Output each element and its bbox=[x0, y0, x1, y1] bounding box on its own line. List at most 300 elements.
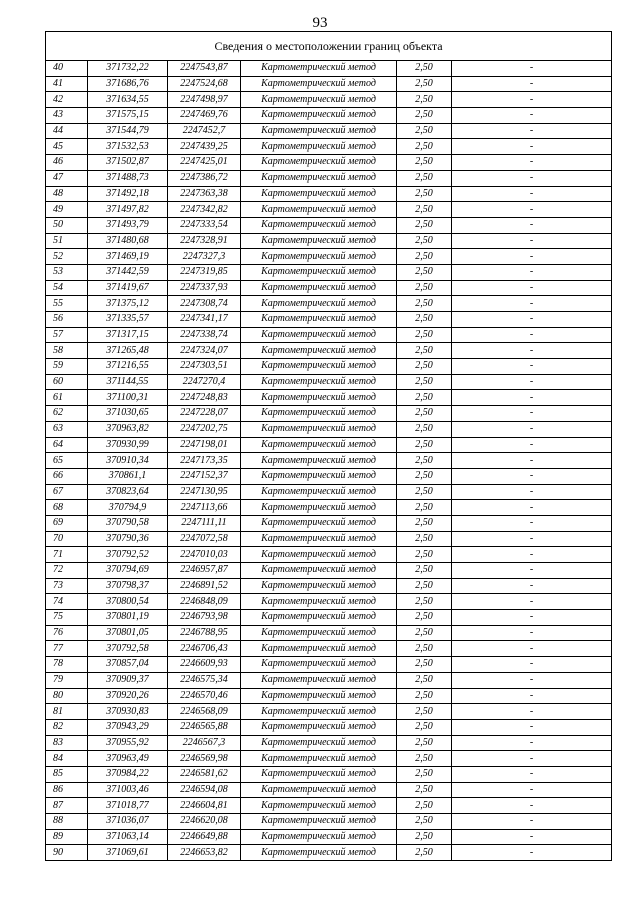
table-title: Сведения о местоположении границ объекта bbox=[46, 32, 612, 61]
accuracy-cell: 2,50 bbox=[397, 641, 452, 657]
y-coordinate-cell: 2247337,93 bbox=[168, 280, 241, 296]
x-coordinate-cell: 371442,59 bbox=[88, 264, 168, 280]
method-cell: Картометрический метод bbox=[241, 578, 397, 594]
x-coordinate-cell: 371575,15 bbox=[88, 108, 168, 124]
point-number-cell: 64 bbox=[46, 437, 88, 453]
x-coordinate-cell: 370943,29 bbox=[88, 719, 168, 735]
method-cell: Картометрический метод bbox=[241, 798, 397, 814]
accuracy-cell: 2,50 bbox=[397, 123, 452, 139]
accuracy-cell: 2,50 bbox=[397, 531, 452, 547]
table-row bbox=[46, 515, 612, 531]
table-row bbox=[46, 327, 612, 343]
accuracy-cell: 2,50 bbox=[397, 92, 452, 108]
x-coordinate-cell: 371317,15 bbox=[88, 327, 168, 343]
table-row bbox=[46, 170, 612, 186]
y-coordinate-cell: 2247202,75 bbox=[168, 421, 241, 437]
point-number-cell: 83 bbox=[46, 735, 88, 751]
accuracy-cell: 2,50 bbox=[397, 217, 452, 233]
description-cell: - bbox=[452, 625, 612, 641]
table-row bbox=[46, 76, 612, 92]
point-number-cell: 58 bbox=[46, 343, 88, 359]
description-cell: - bbox=[452, 798, 612, 814]
point-number-cell: 79 bbox=[46, 672, 88, 688]
x-coordinate-cell: 371030,65 bbox=[88, 406, 168, 422]
x-coordinate-cell: 370857,04 bbox=[88, 657, 168, 673]
description-cell: - bbox=[452, 829, 612, 845]
description-cell: - bbox=[452, 327, 612, 343]
accuracy-cell: 2,50 bbox=[397, 751, 452, 767]
x-coordinate-cell: 370800,54 bbox=[88, 594, 168, 610]
method-cell: Картометрический метод bbox=[241, 563, 397, 579]
accuracy-cell: 2,50 bbox=[397, 500, 452, 516]
point-number-cell: 54 bbox=[46, 280, 88, 296]
y-coordinate-cell: 2247152,37 bbox=[168, 468, 241, 484]
method-cell: Картометрический метод bbox=[241, 641, 397, 657]
point-number-cell: 49 bbox=[46, 202, 88, 218]
method-cell: Картометрический метод bbox=[241, 657, 397, 673]
y-coordinate-cell: 2246604,81 bbox=[168, 798, 241, 814]
accuracy-cell: 2,50 bbox=[397, 359, 452, 375]
x-coordinate-cell: 370910,34 bbox=[88, 453, 168, 469]
point-number-cell: 48 bbox=[46, 186, 88, 202]
description-cell: - bbox=[452, 406, 612, 422]
page-number: 93 bbox=[312, 15, 328, 31]
x-coordinate-cell: 371419,67 bbox=[88, 280, 168, 296]
y-coordinate-cell: 2247228,07 bbox=[168, 406, 241, 422]
accuracy-cell: 2,50 bbox=[397, 170, 452, 186]
point-number-cell: 89 bbox=[46, 829, 88, 845]
accuracy-cell: 2,50 bbox=[397, 782, 452, 798]
method-cell: Картометрический метод bbox=[241, 233, 397, 249]
description-cell: - bbox=[452, 453, 612, 469]
point-number-cell: 44 bbox=[46, 123, 88, 139]
method-cell: Картометрический метод bbox=[241, 688, 397, 704]
table-row bbox=[46, 390, 612, 406]
method-cell: Картометрический метод bbox=[241, 139, 397, 155]
x-coordinate-cell: 371686,76 bbox=[88, 76, 168, 92]
accuracy-cell: 2,50 bbox=[397, 406, 452, 422]
method-cell: Картометрический метод bbox=[241, 296, 397, 312]
description-cell: - bbox=[452, 657, 612, 673]
x-coordinate-cell: 370798,37 bbox=[88, 578, 168, 594]
point-number-cell: 73 bbox=[46, 578, 88, 594]
accuracy-cell: 2,50 bbox=[397, 766, 452, 782]
method-cell: Картометрический метод bbox=[241, 61, 397, 77]
description-cell: - bbox=[452, 155, 612, 171]
method-cell: Картометрический метод bbox=[241, 280, 397, 296]
point-number-cell: 46 bbox=[46, 155, 88, 171]
table-row bbox=[46, 484, 612, 500]
description-cell: - bbox=[452, 704, 612, 720]
table-row bbox=[46, 155, 612, 171]
y-coordinate-cell: 2246848,09 bbox=[168, 594, 241, 610]
y-coordinate-cell: 2247308,74 bbox=[168, 296, 241, 312]
table-row bbox=[46, 264, 612, 280]
accuracy-cell: 2,50 bbox=[397, 704, 452, 720]
method-cell: Картометрический метод bbox=[241, 186, 397, 202]
x-coordinate-cell: 371492,18 bbox=[88, 186, 168, 202]
y-coordinate-cell: 2247338,74 bbox=[168, 327, 241, 343]
accuracy-cell: 2,50 bbox=[397, 139, 452, 155]
point-number-cell: 51 bbox=[46, 233, 88, 249]
table-row bbox=[46, 61, 612, 77]
y-coordinate-cell: 2247319,85 bbox=[168, 264, 241, 280]
y-coordinate-cell: 2247439,25 bbox=[168, 139, 241, 155]
accuracy-cell: 2,50 bbox=[397, 814, 452, 830]
point-number-cell: 82 bbox=[46, 719, 88, 735]
point-number-cell: 78 bbox=[46, 657, 88, 673]
y-coordinate-cell: 2246569,98 bbox=[168, 751, 241, 767]
table-row bbox=[46, 468, 612, 484]
method-cell: Картометрический метод bbox=[241, 359, 397, 375]
method-cell: Картометрический метод bbox=[241, 468, 397, 484]
x-coordinate-cell: 371018,77 bbox=[88, 798, 168, 814]
y-coordinate-cell: 2247328,91 bbox=[168, 233, 241, 249]
description-cell: - bbox=[452, 610, 612, 626]
point-number-cell: 75 bbox=[46, 610, 88, 626]
point-number-cell: 71 bbox=[46, 547, 88, 563]
x-coordinate-cell: 371063,14 bbox=[88, 829, 168, 845]
method-cell: Картометрический метод bbox=[241, 437, 397, 453]
y-coordinate-cell: 2246568,09 bbox=[168, 704, 241, 720]
method-cell: Картометрический метод bbox=[241, 766, 397, 782]
point-number-cell: 40 bbox=[46, 61, 88, 77]
table-row bbox=[46, 123, 612, 139]
description-cell: - bbox=[452, 76, 612, 92]
point-number-cell: 52 bbox=[46, 249, 88, 265]
accuracy-cell: 2,50 bbox=[397, 280, 452, 296]
x-coordinate-cell: 371216,55 bbox=[88, 359, 168, 375]
accuracy-cell: 2,50 bbox=[397, 296, 452, 312]
x-coordinate-cell: 370823,64 bbox=[88, 484, 168, 500]
description-cell: - bbox=[452, 437, 612, 453]
method-cell: Картометрический метод bbox=[241, 515, 397, 531]
x-coordinate-cell: 371069,61 bbox=[88, 845, 168, 861]
point-number-cell: 88 bbox=[46, 814, 88, 830]
x-coordinate-cell: 371634,55 bbox=[88, 92, 168, 108]
point-number-cell: 69 bbox=[46, 515, 88, 531]
description-cell: - bbox=[452, 170, 612, 186]
method-cell: Картометрический метод bbox=[241, 217, 397, 233]
point-number-cell: 56 bbox=[46, 312, 88, 328]
point-number-cell: 67 bbox=[46, 484, 88, 500]
description-cell: - bbox=[452, 500, 612, 516]
description-cell: - bbox=[452, 123, 612, 139]
table-row bbox=[46, 359, 612, 375]
table-row bbox=[46, 578, 612, 594]
x-coordinate-cell: 370801,05 bbox=[88, 625, 168, 641]
method-cell: Картометрический метод bbox=[241, 92, 397, 108]
x-coordinate-cell: 370790,36 bbox=[88, 531, 168, 547]
table-row bbox=[46, 845, 612, 861]
accuracy-cell: 2,50 bbox=[397, 484, 452, 500]
x-coordinate-cell: 370920,26 bbox=[88, 688, 168, 704]
description-cell: - bbox=[452, 766, 612, 782]
description-cell: - bbox=[452, 343, 612, 359]
table-row bbox=[46, 751, 612, 767]
point-number-cell: 86 bbox=[46, 782, 88, 798]
y-coordinate-cell: 2247498,97 bbox=[168, 92, 241, 108]
table-row bbox=[46, 814, 612, 830]
x-coordinate-cell: 371469,19 bbox=[88, 249, 168, 265]
description-cell: - bbox=[452, 264, 612, 280]
method-cell: Картометрический метод bbox=[241, 829, 397, 845]
accuracy-cell: 2,50 bbox=[397, 312, 452, 328]
table-row bbox=[46, 766, 612, 782]
y-coordinate-cell: 2247198,01 bbox=[168, 437, 241, 453]
y-coordinate-cell: 2247363,38 bbox=[168, 186, 241, 202]
y-coordinate-cell: 2247333,54 bbox=[168, 217, 241, 233]
y-coordinate-cell: 2246653,82 bbox=[168, 845, 241, 861]
description-cell: - bbox=[452, 719, 612, 735]
x-coordinate-cell: 370861,1 bbox=[88, 468, 168, 484]
y-coordinate-cell: 2247341,17 bbox=[168, 312, 241, 328]
point-number-cell: 53 bbox=[46, 264, 88, 280]
point-number-cell: 80 bbox=[46, 688, 88, 704]
accuracy-cell: 2,50 bbox=[397, 657, 452, 673]
y-coordinate-cell: 2247072,58 bbox=[168, 531, 241, 547]
point-number-cell: 65 bbox=[46, 453, 88, 469]
method-cell: Картометрический метод bbox=[241, 594, 397, 610]
table-row bbox=[46, 531, 612, 547]
accuracy-cell: 2,50 bbox=[397, 453, 452, 469]
x-coordinate-cell: 371497,82 bbox=[88, 202, 168, 218]
point-number-cell: 47 bbox=[46, 170, 88, 186]
accuracy-cell: 2,50 bbox=[397, 610, 452, 626]
y-coordinate-cell: 2247324,07 bbox=[168, 343, 241, 359]
y-coordinate-cell: 2247425,01 bbox=[168, 155, 241, 171]
description-cell: - bbox=[452, 296, 612, 312]
y-coordinate-cell: 2247452,7 bbox=[168, 123, 241, 139]
x-coordinate-cell: 370930,99 bbox=[88, 437, 168, 453]
x-coordinate-cell: 371532,53 bbox=[88, 139, 168, 155]
method-cell: Картометрический метод bbox=[241, 672, 397, 688]
description-cell: - bbox=[452, 186, 612, 202]
description-cell: - bbox=[452, 312, 612, 328]
description-cell: - bbox=[452, 688, 612, 704]
accuracy-cell: 2,50 bbox=[397, 845, 452, 861]
accuracy-cell: 2,50 bbox=[397, 735, 452, 751]
y-coordinate-cell: 2247303,51 bbox=[168, 359, 241, 375]
table-row bbox=[46, 719, 612, 735]
description-cell: - bbox=[452, 782, 612, 798]
table-row bbox=[46, 782, 612, 798]
table-row bbox=[46, 547, 612, 563]
x-coordinate-cell: 371493,79 bbox=[88, 217, 168, 233]
method-cell: Картометрический метод bbox=[241, 170, 397, 186]
table-row bbox=[46, 186, 612, 202]
table-row bbox=[46, 563, 612, 579]
point-number-cell: 66 bbox=[46, 468, 88, 484]
description-cell: - bbox=[452, 280, 612, 296]
table-row bbox=[46, 296, 612, 312]
point-number-cell: 70 bbox=[46, 531, 88, 547]
x-coordinate-cell: 371502,87 bbox=[88, 155, 168, 171]
table-row bbox=[46, 343, 612, 359]
table-row bbox=[46, 217, 612, 233]
accuracy-cell: 2,50 bbox=[397, 76, 452, 92]
y-coordinate-cell: 2247130,95 bbox=[168, 484, 241, 500]
x-coordinate-cell: 371375,12 bbox=[88, 296, 168, 312]
y-coordinate-cell: 2246891,52 bbox=[168, 578, 241, 594]
accuracy-cell: 2,50 bbox=[397, 327, 452, 343]
method-cell: Картометрический метод bbox=[241, 735, 397, 751]
description-cell: - bbox=[452, 515, 612, 531]
point-number-cell: 87 bbox=[46, 798, 88, 814]
description-cell: - bbox=[452, 108, 612, 124]
accuracy-cell: 2,50 bbox=[397, 798, 452, 814]
y-coordinate-cell: 2246609,93 bbox=[168, 657, 241, 673]
method-cell: Картометрический метод bbox=[241, 610, 397, 626]
y-coordinate-cell: 2246706,43 bbox=[168, 641, 241, 657]
x-coordinate-cell: 370801,19 bbox=[88, 610, 168, 626]
method-cell: Картометрический метод bbox=[241, 343, 397, 359]
y-coordinate-cell: 2247248,83 bbox=[168, 390, 241, 406]
table-row bbox=[46, 421, 612, 437]
y-coordinate-cell: 2247173,35 bbox=[168, 453, 241, 469]
y-coordinate-cell: 2247543,87 bbox=[168, 61, 241, 77]
method-cell: Картометрический метод bbox=[241, 531, 397, 547]
method-cell: Картометрический метод bbox=[241, 123, 397, 139]
point-number-cell: 42 bbox=[46, 92, 88, 108]
accuracy-cell: 2,50 bbox=[397, 437, 452, 453]
table-row bbox=[46, 798, 612, 814]
description-cell: - bbox=[452, 92, 612, 108]
x-coordinate-cell: 371732,22 bbox=[88, 61, 168, 77]
y-coordinate-cell: 2247342,82 bbox=[168, 202, 241, 218]
x-coordinate-cell: 370963,82 bbox=[88, 421, 168, 437]
table-row bbox=[46, 280, 612, 296]
table-row bbox=[46, 92, 612, 108]
description-cell: - bbox=[452, 531, 612, 547]
table-row bbox=[46, 108, 612, 124]
table-row bbox=[46, 312, 612, 328]
accuracy-cell: 2,50 bbox=[397, 374, 452, 390]
method-cell: Картометрический метод bbox=[241, 751, 397, 767]
accuracy-cell: 2,50 bbox=[397, 421, 452, 437]
table-row bbox=[46, 594, 612, 610]
table-row bbox=[46, 233, 612, 249]
method-cell: Картометрический метод bbox=[241, 249, 397, 265]
method-cell: Картометрический метод bbox=[241, 500, 397, 516]
accuracy-cell: 2,50 bbox=[397, 625, 452, 641]
table-row bbox=[46, 829, 612, 845]
point-number-cell: 60 bbox=[46, 374, 88, 390]
method-cell: Картометрический метод bbox=[241, 704, 397, 720]
description-cell: - bbox=[452, 735, 612, 751]
table-row bbox=[46, 688, 612, 704]
y-coordinate-cell: 2246581,62 bbox=[168, 766, 241, 782]
description-cell: - bbox=[452, 547, 612, 563]
point-number-cell: 68 bbox=[46, 500, 88, 516]
table-row bbox=[46, 453, 612, 469]
table-body bbox=[46, 61, 612, 861]
x-coordinate-cell: 371003,46 bbox=[88, 782, 168, 798]
y-coordinate-cell: 2247010,03 bbox=[168, 547, 241, 563]
table-title-row bbox=[46, 32, 612, 61]
y-coordinate-cell: 2247270,4 bbox=[168, 374, 241, 390]
accuracy-cell: 2,50 bbox=[397, 563, 452, 579]
point-number-cell: 81 bbox=[46, 704, 88, 720]
description-cell: - bbox=[452, 814, 612, 830]
table-row bbox=[46, 704, 612, 720]
method-cell: Картометрический метод bbox=[241, 76, 397, 92]
description-cell: - bbox=[452, 641, 612, 657]
accuracy-cell: 2,50 bbox=[397, 186, 452, 202]
accuracy-cell: 2,50 bbox=[397, 155, 452, 171]
accuracy-cell: 2,50 bbox=[397, 249, 452, 265]
table-row bbox=[46, 406, 612, 422]
x-coordinate-cell: 371036,07 bbox=[88, 814, 168, 830]
table-row bbox=[46, 610, 612, 626]
description-cell: - bbox=[452, 359, 612, 375]
table-row bbox=[46, 672, 612, 688]
description-cell: - bbox=[452, 202, 612, 218]
method-cell: Картометрический метод bbox=[241, 421, 397, 437]
table-row bbox=[46, 735, 612, 751]
description-cell: - bbox=[452, 249, 612, 265]
x-coordinate-cell: 370963,49 bbox=[88, 751, 168, 767]
description-cell: - bbox=[452, 578, 612, 594]
table-row bbox=[46, 374, 612, 390]
y-coordinate-cell: 2247469,76 bbox=[168, 108, 241, 124]
method-cell: Картометрический метод bbox=[241, 390, 397, 406]
description-cell: - bbox=[452, 139, 612, 155]
x-coordinate-cell: 370955,92 bbox=[88, 735, 168, 751]
description-cell: - bbox=[452, 374, 612, 390]
accuracy-cell: 2,50 bbox=[397, 547, 452, 563]
accuracy-cell: 2,50 bbox=[397, 390, 452, 406]
method-cell: Картометрический метод bbox=[241, 453, 397, 469]
description-cell: - bbox=[452, 390, 612, 406]
y-coordinate-cell: 2246570,46 bbox=[168, 688, 241, 704]
y-coordinate-cell: 2246565,88 bbox=[168, 719, 241, 735]
x-coordinate-cell: 371265,48 bbox=[88, 343, 168, 359]
x-coordinate-cell: 370792,52 bbox=[88, 547, 168, 563]
x-coordinate-cell: 370909,37 bbox=[88, 672, 168, 688]
x-coordinate-cell: 370930,83 bbox=[88, 704, 168, 720]
point-number-cell: 59 bbox=[46, 359, 88, 375]
method-cell: Картометрический метод bbox=[241, 484, 397, 500]
method-cell: Картометрический метод bbox=[241, 327, 397, 343]
y-coordinate-cell: 2246788,95 bbox=[168, 625, 241, 641]
y-coordinate-cell: 2246649,88 bbox=[168, 829, 241, 845]
description-cell: - bbox=[452, 484, 612, 500]
description-cell: - bbox=[452, 61, 612, 77]
description-cell: - bbox=[452, 421, 612, 437]
accuracy-cell: 2,50 bbox=[397, 264, 452, 280]
point-number-cell: 85 bbox=[46, 766, 88, 782]
point-number-cell: 77 bbox=[46, 641, 88, 657]
method-cell: Картометрический метод bbox=[241, 264, 397, 280]
accuracy-cell: 2,50 bbox=[397, 61, 452, 77]
x-coordinate-cell: 371335,57 bbox=[88, 312, 168, 328]
y-coordinate-cell: 2246957,87 bbox=[168, 563, 241, 579]
description-cell: - bbox=[452, 751, 612, 767]
x-coordinate-cell: 371544,79 bbox=[88, 123, 168, 139]
point-number-cell: 84 bbox=[46, 751, 88, 767]
method-cell: Картометрический метод bbox=[241, 719, 397, 735]
accuracy-cell: 2,50 bbox=[397, 202, 452, 218]
method-cell: Картометрический метод bbox=[241, 155, 397, 171]
y-coordinate-cell: 2247327,3 bbox=[168, 249, 241, 265]
x-coordinate-cell: 370794,9 bbox=[88, 500, 168, 516]
point-number-cell: 63 bbox=[46, 421, 88, 437]
method-cell: Картометрический метод bbox=[241, 202, 397, 218]
accuracy-cell: 2,50 bbox=[397, 672, 452, 688]
y-coordinate-cell: 2246567,3 bbox=[168, 735, 241, 751]
method-cell: Картометрический метод bbox=[241, 814, 397, 830]
